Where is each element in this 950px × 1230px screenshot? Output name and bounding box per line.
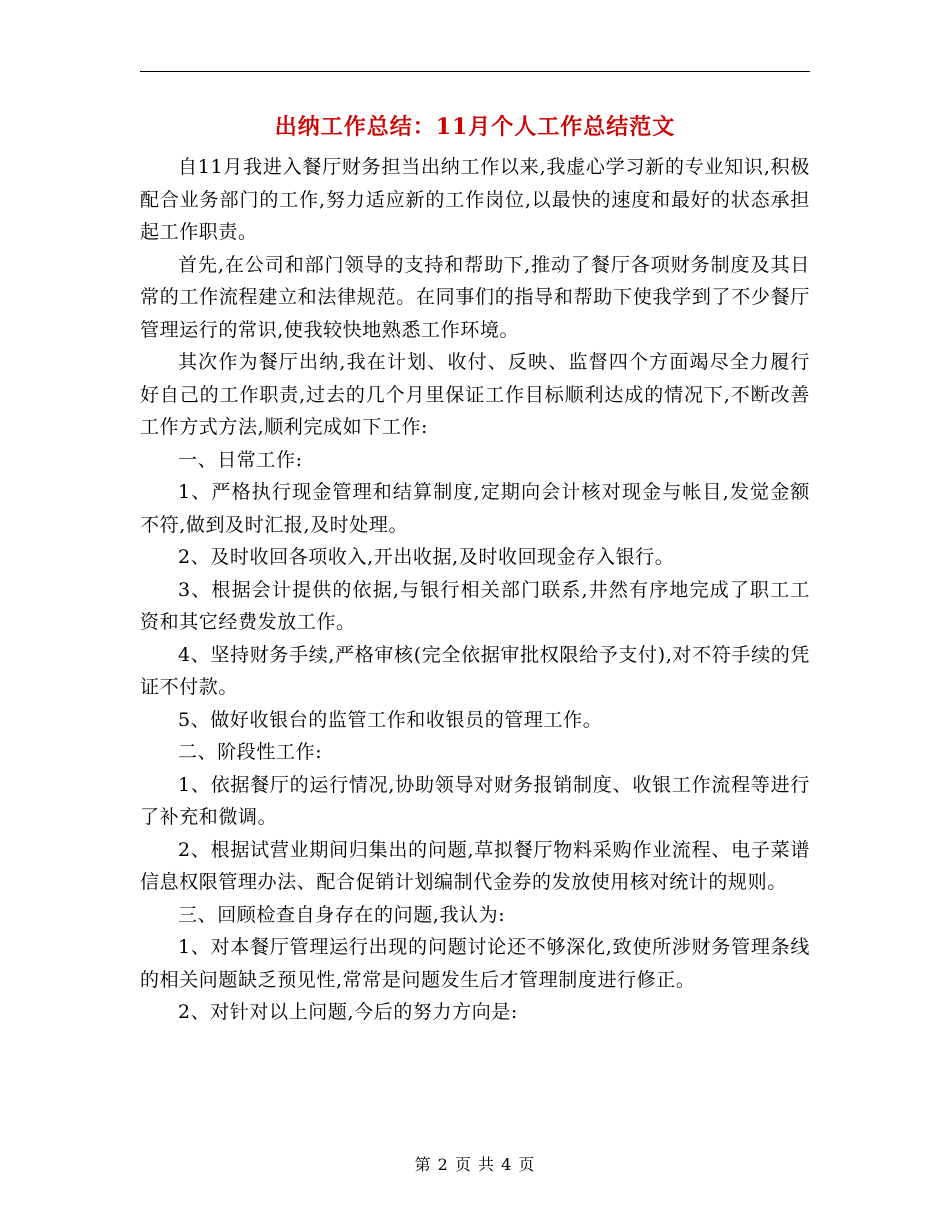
list-item: 1、依据餐厅的运行情况,协助领导对财务报销制度、收银工作流程等进行了补充和微调。 (140, 773, 810, 828)
list-item: 3、根据会计提供的依据,与银行相关部门联系,井然有序地完成了职工工资和其它经费发放工作。 (140, 578, 810, 633)
page-footer (140, 1154, 810, 1176)
header-rule (140, 71, 810, 72)
list-item: 5、做好收银台的监管工作和收银员的管理工作。 (178, 708, 603, 731)
list-item: 2、对针对以上问题,今后的努力方向是: (178, 1001, 518, 1023)
paragraph: 首先,在公司和部门领导的支持和帮助下,推动了餐厅各项财务制度及其日常的工作流程建立和法律规范。在同事们的指导和帮助下使我学到了不少餐厅管理运行的常识,使我较快地熟悉工作环境。 (140, 253, 810, 341)
document-title: 出纳工作总结：11月个人工作总结范文 (274, 114, 676, 140)
list-item: 2、根据试营业期间归集出的问题,草拟餐厅物料采购作业流程、电子菜谱信息权限管理办法、配合促销计划编制代金券的发放使用核对统计的规则。 (140, 838, 810, 893)
document-body (140, 151, 810, 1029)
page-number: 第 2 页 共 4 页 (414, 1155, 536, 1174)
section-heading: 三、回顾检查自身存在的问题,我认为: (178, 903, 506, 926)
list-item: 4、坚持财务手续,严格审核(完全依据审批权限给予支付),对不符手续的凭证不付款。 (140, 643, 810, 698)
list-item: 1、对本餐厅管理运行出现的问题讨论还不够深化,致使所涉财务管理条线的相关问题缺乏预见性,常常是问题发生后才管理制度进行修正。 (140, 936, 810, 991)
paragraph: 其次作为餐厅出纳,我在计划、收付、反映、监督四个方面竭尽全力履行好自己的工作职责,过去的几个月里保证工作目标顺利达成的情况下,不断改善工作方式方法,顺利完成如下工作: (140, 351, 810, 438)
paragraph: 自11月我进入餐厅财务担当出纳工作以来,我虚心学习新的专业知识,积极配合业务部门的工作,努力适应新的工作岗位,以最快的速度和最好的状态承担起工作职责。 (140, 156, 810, 243)
section-heading: 二、阶段性工作: (178, 741, 323, 763)
list-item: 2、及时收回各项收入,开出收据,及时收回现金存入银行。 (178, 546, 675, 568)
section-heading: 一、日常工作: (178, 448, 303, 471)
list-item: 1、严格执行现金管理和结算制度,定期向会计核对现金与帐目,发觉金额不符,做到及时汇报,及时处理。 (140, 481, 810, 536)
